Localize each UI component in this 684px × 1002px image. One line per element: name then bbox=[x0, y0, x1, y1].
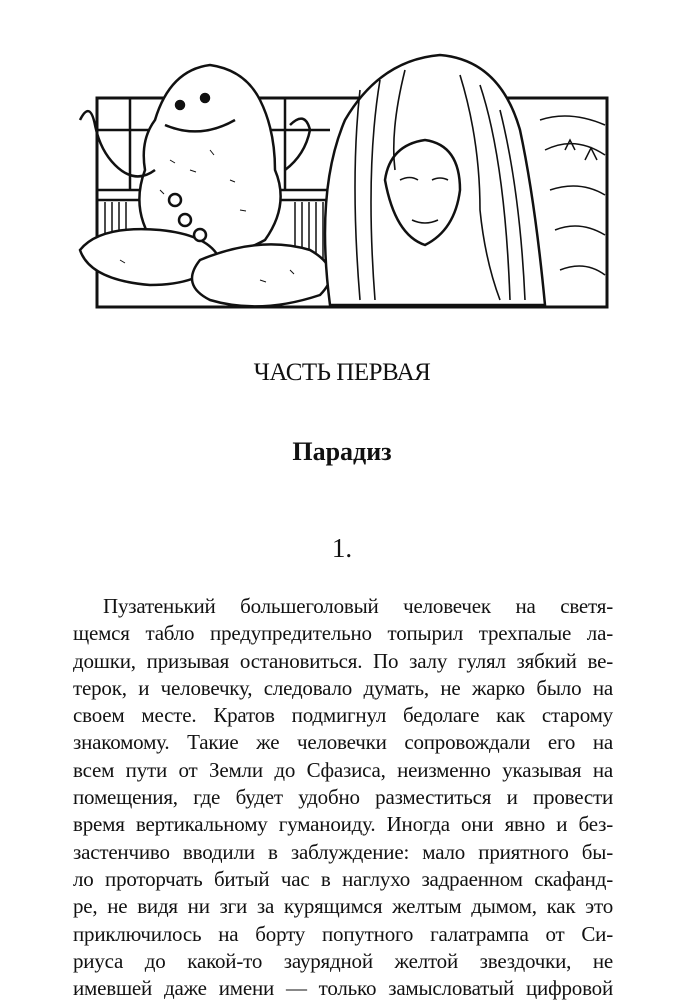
text-line: застенчиво вводили в заблуждение: мало приятного бы- bbox=[73, 839, 613, 864]
chapter-illustration bbox=[60, 30, 620, 340]
text-line: помещения, где будет удобно разместиться и провести bbox=[73, 785, 613, 810]
illustration-frame-icon bbox=[60, 30, 620, 340]
body-paragraph bbox=[73, 593, 613, 1002]
text-line: время вертикальному гуманоиду. Иногда они явно и без- bbox=[73, 812, 613, 837]
text-line: риуса до какой-то заурядной желтой звездочки, не bbox=[73, 948, 613, 973]
text-line: щемся табло предупредительно топырил трехпалые ла- bbox=[73, 621, 613, 646]
text-line: терок, и человечку, следовало думать, не жарко было на bbox=[73, 675, 613, 700]
text-line: приключилось на борту попутного галатрампа от Си- bbox=[73, 921, 613, 946]
section-number: 1. bbox=[331, 533, 353, 563]
text-line: знакомому. Такие же человечки сопровождали его на bbox=[73, 730, 613, 755]
text-line: ре, не видя ни зги за курящимся желтым дымом, как это bbox=[73, 894, 613, 919]
text-line: ло проторчать битый час в наглухо задраенном скафанд- bbox=[73, 866, 613, 891]
text-line: дошки, призывая остановиться. По залу гулял зябкий ве- bbox=[73, 648, 613, 673]
text-line: своем месте. Кратов подмигнул бедолаге как старому bbox=[73, 703, 613, 728]
text-line: Пузатенький большеголовый человечек на светя- bbox=[103, 594, 613, 618]
chapter-title: Парадиз bbox=[292, 437, 392, 466]
text-line: имевшей даже имени — только замысловатый цифровой bbox=[73, 976, 613, 1001]
text-line: всем пути от Земли до Сфазиса, неизменно указывая на bbox=[73, 757, 613, 782]
part-title: ЧАСТЬ ПЕРВАЯ bbox=[253, 359, 431, 386]
